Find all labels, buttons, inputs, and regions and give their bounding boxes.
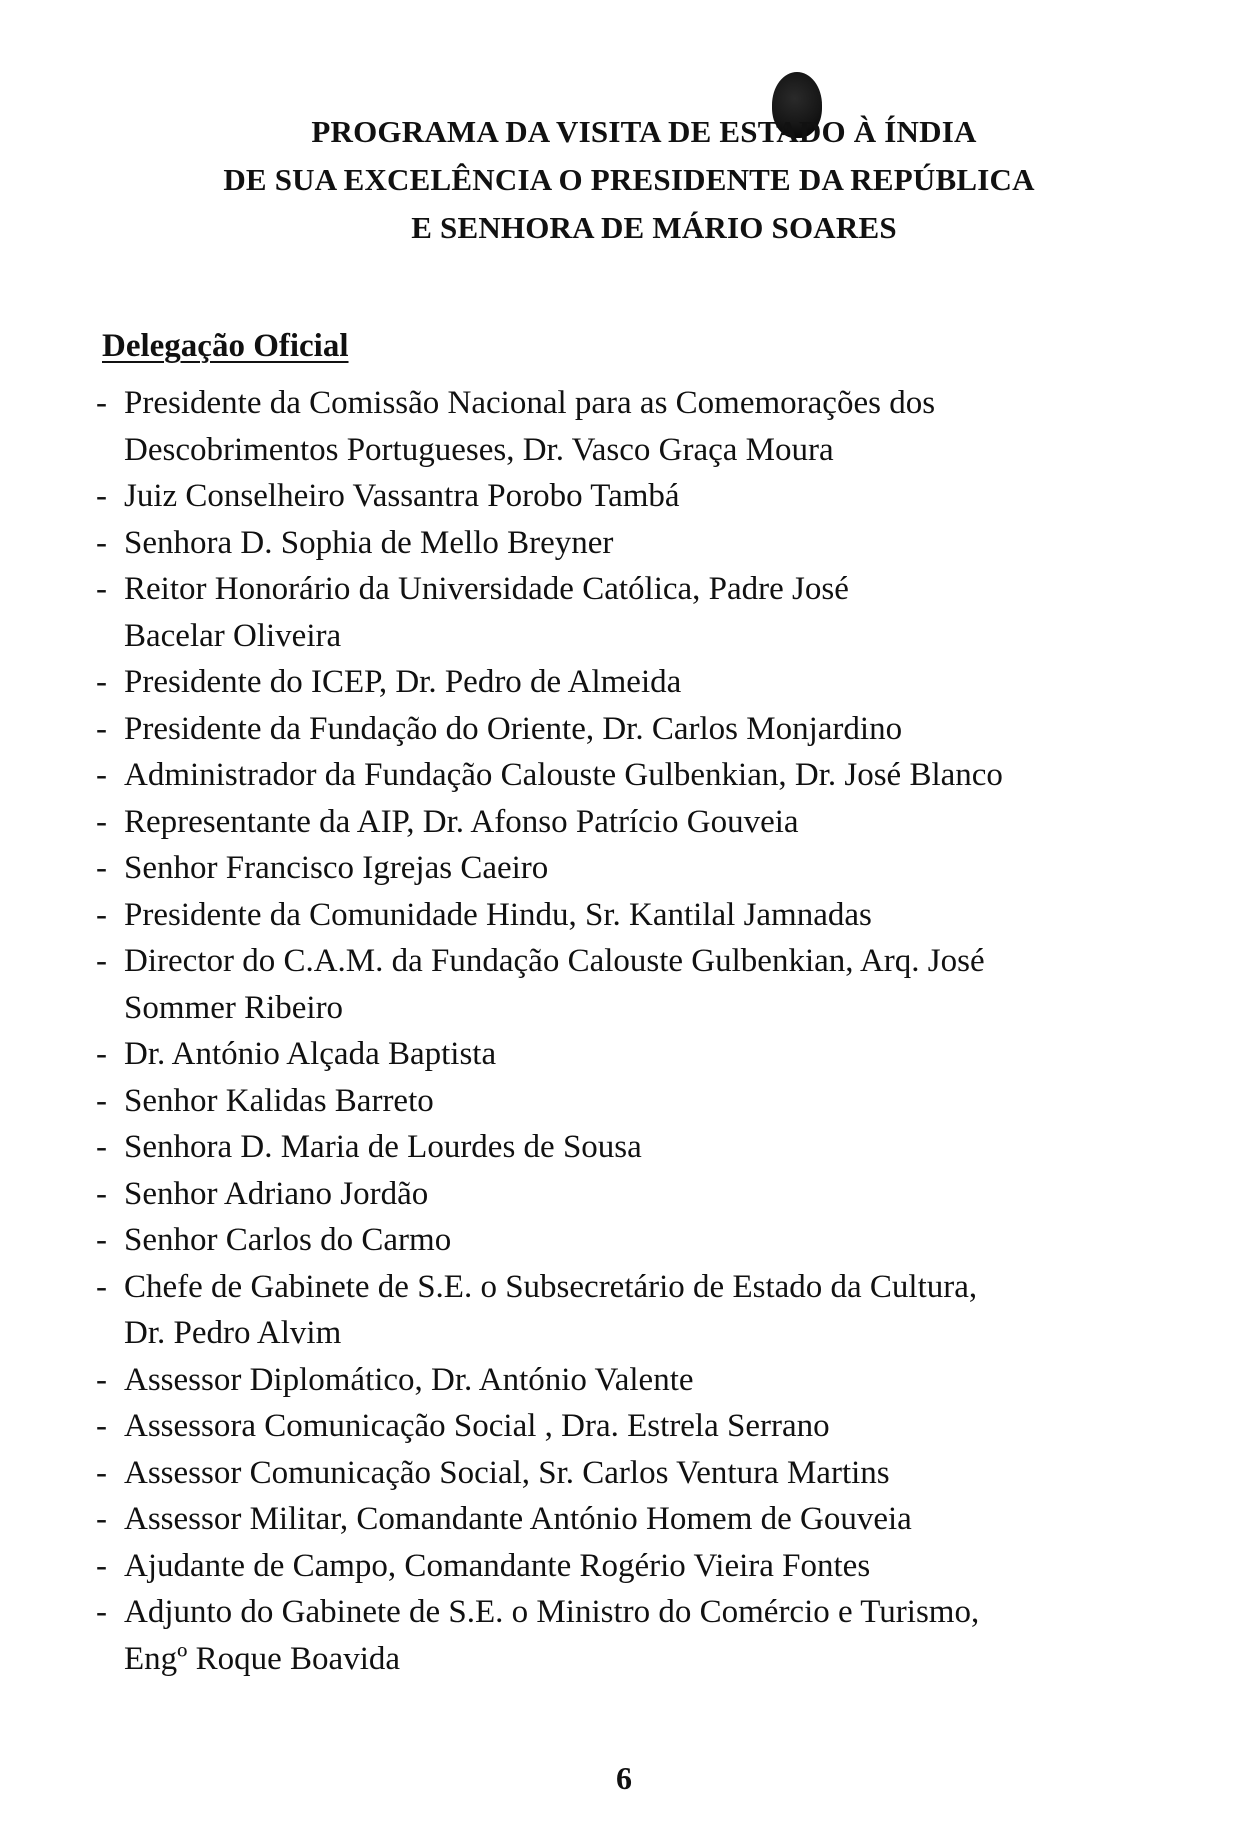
list-item-text: Dr. António Alçada Baptista bbox=[124, 1036, 497, 1072]
section-heading: Delegação Oficial bbox=[102, 328, 349, 364]
list-item bbox=[96, 473, 1156, 520]
list-item-text: Assessor Comunicação Social, Sr. Carlos Ventura Martins bbox=[124, 1454, 890, 1491]
list-item-text: Senhor Kalidas Barreto bbox=[124, 1082, 434, 1119]
list-dash: - bbox=[96, 1222, 107, 1258]
list-dash: - bbox=[96, 478, 107, 514]
title-line-2: DE SUA EXCELÊNCIA O PRESIDENTE DA REPÚBLICA bbox=[223, 162, 1035, 197]
list-dash: - bbox=[96, 1268, 107, 1305]
list-dash: - bbox=[96, 850, 107, 886]
list-item bbox=[96, 845, 1156, 892]
list-item-text: Assessor Diplomático, Dr. António Valente bbox=[124, 1361, 694, 1398]
list-dash: - bbox=[96, 1594, 107, 1630]
list-dash: - bbox=[96, 1454, 107, 1491]
list-item-text: Senhor Francisco Igrejas Caeiro bbox=[124, 850, 549, 886]
list-item bbox=[96, 1171, 1156, 1218]
list-dash: - bbox=[96, 1547, 107, 1584]
list-item-text: Adjunto do Gabinete de S.E. o Ministro do Comércio e Turismo, bbox=[124, 1594, 980, 1630]
list-dash: - bbox=[96, 803, 107, 840]
title-line-1: PROGRAMA DA VISITA DE ESTADO À ÍNDIA bbox=[311, 114, 977, 149]
list-item-continuation: Engº Roque Boavida bbox=[124, 1640, 401, 1677]
list-dash: - bbox=[96, 757, 107, 793]
list-dash: - bbox=[96, 943, 107, 979]
list-item bbox=[96, 706, 1156, 753]
list-item bbox=[96, 380, 1156, 473]
document-title bbox=[0, 108, 1248, 252]
list-item-text: Presidente da Comissão Nacional para as Comemorações dos bbox=[124, 385, 936, 421]
list-dash: - bbox=[96, 1082, 107, 1119]
list-item bbox=[96, 659, 1156, 706]
list-item-text: Senhora D. Sophia de Mello Breyner bbox=[124, 524, 614, 561]
list-item bbox=[96, 1124, 1156, 1171]
list-item-text: Director do C.A.M. da Fundação Calouste Gulbenkian, Arq. José bbox=[124, 943, 985, 979]
list-item bbox=[96, 1264, 1156, 1357]
list-item bbox=[96, 1217, 1156, 1264]
list-item bbox=[96, 799, 1156, 846]
list-item-text: Presidente do ICEP, Dr. Pedro de Almeida bbox=[124, 664, 682, 700]
list-dash: - bbox=[96, 710, 107, 747]
list-dash: - bbox=[96, 1408, 107, 1444]
title-line-3: E SENHORA DE MÁRIO SOARES bbox=[411, 210, 897, 245]
list-item-text: Presidente da Comunidade Hindu, Sr. Kantilal Jamnadas bbox=[124, 896, 872, 933]
list-item-text: Senhora D. Maria de Lourdes de Sousa bbox=[124, 1129, 642, 1165]
list-item bbox=[96, 1589, 1156, 1682]
list-item bbox=[96, 1450, 1156, 1497]
list-item bbox=[96, 752, 1156, 799]
list-item-text: Assessora Comunicação Social , Dra. Estrela Serrano bbox=[124, 1408, 830, 1444]
list-item-text: Juiz Conselheiro Vassantra Porobo Tambá bbox=[124, 478, 680, 514]
list-item-text: Reitor Honorário da Universidade Católica, Padre José bbox=[124, 571, 849, 607]
list-item-text: Chefe de Gabinete de S.E. o Subsecretário de Estado da Cultura, bbox=[124, 1268, 978, 1305]
list-dash: - bbox=[96, 1129, 107, 1165]
list-dash: - bbox=[96, 385, 107, 421]
list-item bbox=[96, 1357, 1156, 1404]
list-item-text: Ajudante de Campo, Comandante Rogério Vieira Fontes bbox=[124, 1547, 871, 1584]
list-item bbox=[96, 1078, 1156, 1125]
page-number: 6 bbox=[616, 1760, 632, 1796]
list-item bbox=[96, 938, 1156, 1031]
list-item-continuation: Bacelar Oliveira bbox=[124, 617, 342, 654]
list-item bbox=[96, 1496, 1156, 1543]
list-dash: - bbox=[96, 524, 107, 561]
list-item bbox=[96, 520, 1156, 567]
list-item bbox=[96, 1031, 1156, 1078]
list-item-text: Administrador da Fundação Calouste Gulbenkian, Dr. José Blanco bbox=[124, 757, 1003, 793]
list-dash: - bbox=[96, 1501, 107, 1537]
list-item-continuation: Sommer Ribeiro bbox=[124, 989, 344, 1026]
list-item-text: Senhor Carlos do Carmo bbox=[124, 1222, 452, 1258]
list-item-text: Representante da AIP, Dr. Afonso Patrício Gouveia bbox=[124, 803, 799, 840]
list-dash: - bbox=[96, 1361, 107, 1398]
list-item bbox=[96, 892, 1156, 939]
list-dash: - bbox=[96, 896, 107, 933]
list-item bbox=[96, 1543, 1156, 1590]
list-item-text: Assessor Militar, Comandante António Homem de Gouveia bbox=[124, 1501, 912, 1537]
list-dash: - bbox=[96, 664, 107, 700]
list-item bbox=[96, 1403, 1156, 1450]
list-item-continuation: Dr. Pedro Alvim bbox=[124, 1315, 342, 1351]
list-dash: - bbox=[96, 571, 107, 607]
list-item-text: Presidente da Fundação do Oriente, Dr. Carlos Monjardino bbox=[124, 710, 903, 747]
delegation-list bbox=[96, 380, 1156, 1682]
list-dash: - bbox=[96, 1036, 107, 1072]
list-item-continuation: Descobrimentos Portugueses, Dr. Vasco Graça Moura bbox=[124, 431, 834, 468]
list-item-text: Senhor Adriano Jordão bbox=[124, 1175, 429, 1212]
list-dash: - bbox=[96, 1175, 107, 1212]
list-item bbox=[96, 566, 1156, 659]
